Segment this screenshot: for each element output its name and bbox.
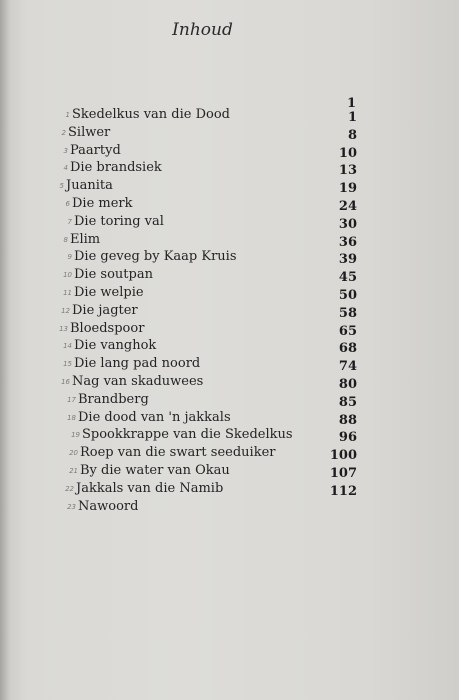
toc-entry xyxy=(52,196,357,214)
chapter-title: Die jagter xyxy=(72,302,138,318)
chapter-title: Die soutpan xyxy=(74,267,153,283)
chapter-title: Nag van skaduwees xyxy=(72,373,204,389)
chapter-title: Paartyd xyxy=(70,142,121,158)
chapter-title: Juanita xyxy=(66,178,113,194)
chapter-number-handwritten: 22 xyxy=(65,484,74,493)
toc-entry xyxy=(52,160,357,178)
chapter-number-handwritten: 15 xyxy=(63,360,72,369)
toc-entry xyxy=(52,143,357,161)
chapter-page-number: 19 xyxy=(338,181,357,197)
page-title: Inhoud xyxy=(172,20,233,40)
chapter-title: Bloedspoor xyxy=(70,320,145,336)
chapter-page-number: 36 xyxy=(338,234,357,250)
toc-entry xyxy=(52,392,357,410)
toc-entry xyxy=(52,267,357,285)
chapter-number-handwritten: 5 xyxy=(59,182,64,191)
chapter-number-handwritten: 8 xyxy=(63,235,68,244)
chapter-page-number: 10 xyxy=(338,145,357,161)
toc-entry xyxy=(52,338,357,356)
chapter-page-number: 74 xyxy=(338,359,357,375)
chapter-number-handwritten: 16 xyxy=(61,377,70,386)
chapter-page-number: 24 xyxy=(338,198,357,214)
chapter-page-number: 96 xyxy=(338,430,357,446)
chapter-number-handwritten: 1 xyxy=(65,111,70,119)
spine-shadow xyxy=(0,0,10,700)
toc-entry xyxy=(52,445,357,463)
toc-entry xyxy=(52,481,357,499)
chapter-number-handwritten: 19 xyxy=(71,431,80,440)
chapter-page-number: 30 xyxy=(338,216,357,232)
toc-entry xyxy=(52,374,357,392)
toc-entry xyxy=(52,232,357,250)
toc-entry xyxy=(52,107,357,125)
toc-entry xyxy=(52,427,357,445)
chapter-page-number: 45 xyxy=(338,270,357,286)
toc-entry xyxy=(52,303,357,321)
chapter-title: Die toring val xyxy=(74,213,164,229)
toc-entry xyxy=(52,249,357,267)
toc-entry xyxy=(52,125,357,143)
chapter-title: Die vanghok xyxy=(74,338,157,354)
chapter-number-handwritten: 13 xyxy=(59,324,68,333)
chapter-number-handwritten: 18 xyxy=(67,413,76,422)
chapter-number-handwritten: 11 xyxy=(63,288,72,297)
toc-entry xyxy=(52,214,357,232)
chapter-number-handwritten: 14 xyxy=(63,342,72,351)
chapter-page-number: 65 xyxy=(338,323,357,339)
chapter-title: Die dood van 'n jakkals xyxy=(78,409,231,425)
toc-entry xyxy=(52,499,357,517)
chapter-page-number: 88 xyxy=(338,412,357,428)
toc-entry xyxy=(52,285,357,303)
chapter-title: Die brandsiek xyxy=(70,160,162,176)
first-page-number: 1 xyxy=(346,96,356,111)
chapter-page-number: 8 xyxy=(347,127,357,143)
chapter-page-number: 112 xyxy=(329,483,357,499)
toc-entry xyxy=(52,178,357,196)
chapter-title: Spookkrappe van die Skedelkus xyxy=(82,427,293,443)
chapter-number-handwritten: 7 xyxy=(67,217,72,226)
toc-entry xyxy=(52,463,357,481)
chapter-title: Die geveg by Kaap Kruis xyxy=(74,249,237,265)
chapter-number-handwritten: 9 xyxy=(67,253,72,262)
chapter-number-handwritten: 10 xyxy=(63,271,72,280)
chapter-title: Brandberg xyxy=(78,391,149,407)
toc-entry xyxy=(52,356,357,374)
chapter-title: Skedelkus van die Dood xyxy=(72,107,231,122)
chapter-page-number: 80 xyxy=(338,376,357,392)
toc-entry xyxy=(52,410,357,428)
chapter-page-number: 107 xyxy=(329,465,357,481)
chapter-title: Elim xyxy=(70,231,101,247)
toc-entry xyxy=(52,321,357,339)
chapter-title: Nawoord xyxy=(78,498,139,514)
chapter-page-number: 13 xyxy=(338,163,357,179)
chapter-page-number: 68 xyxy=(338,341,357,357)
chapter-page-number: 1 xyxy=(347,110,357,125)
chapter-title: Die merk xyxy=(72,195,133,211)
chapter-title: Die lang pad noord xyxy=(74,356,201,372)
chapter-number-handwritten: 4 xyxy=(63,164,68,173)
chapter-number-handwritten: 20 xyxy=(69,449,78,458)
chapter-title: Roep van die swart seeduiker xyxy=(80,445,276,461)
chapter-number-handwritten: 2 xyxy=(61,128,66,137)
chapter-number-handwritten: 17 xyxy=(67,395,76,404)
chapter-page-number: 85 xyxy=(338,394,357,410)
chapter-title: Die welpie xyxy=(74,284,144,300)
chapter-title: By die water van Okau xyxy=(80,462,230,478)
chapter-number-handwritten: 21 xyxy=(69,466,78,475)
chapter-page-number: 100 xyxy=(329,448,357,464)
chapter-title: Jakkals van die Namib xyxy=(76,480,224,496)
table-of-contents xyxy=(52,107,357,516)
chapter-number-handwritten: 3 xyxy=(63,146,68,155)
chapter-page-number: 50 xyxy=(338,287,357,303)
chapter-number-handwritten: 6 xyxy=(65,199,70,208)
chapter-title: Silwer xyxy=(68,124,111,140)
chapter-page-number: 39 xyxy=(338,252,357,268)
chapter-number-handwritten: 12 xyxy=(61,306,70,315)
chapter-number-handwritten: 23 xyxy=(67,502,76,511)
chapter-page-number: 58 xyxy=(338,305,357,321)
